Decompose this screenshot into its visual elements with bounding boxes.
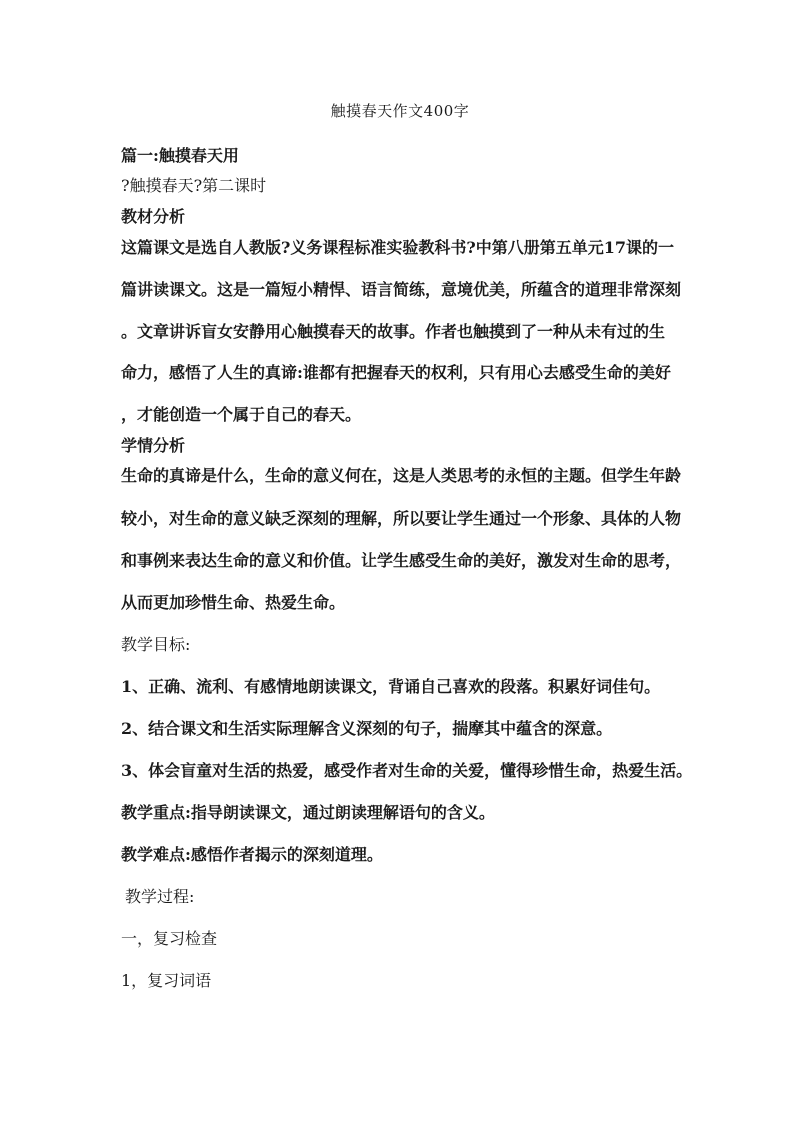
material-line: 篇讲读课文。这是一篇短小精悍、语言简练，意境优美，所蕴含的道理非常深刻 xyxy=(121,280,682,299)
learner-line: 从而更加珍惜生命、热爱生命。 xyxy=(121,593,346,612)
material-line: 这篇课文是选自人教版?义务课程标准实验教科书?中第八册第五单元17课的一 xyxy=(121,238,675,257)
step-one: 一，复习检查 xyxy=(121,929,218,948)
process-heading: 教学过程: xyxy=(125,887,195,906)
goals-heading: 教学目标: xyxy=(121,635,191,654)
goal-item: 1、正确、流利、有感情地朗读课文，背诵自己喜欢的段落。积累好词佳句。 xyxy=(121,677,661,696)
key-point: 教学重点:指导朗读课文，通过朗读理解语句的含义。 xyxy=(121,803,495,822)
goal-item: 3、体会盲童对生活的热爱，感受作者对生命的关爱，懂得珍惜生命，热爱生活。 xyxy=(121,761,693,780)
learner-line: 较小，对生命的意义缺乏深刻的理解，所以要让学生通过一个形象、具体的人物 xyxy=(121,509,682,528)
goal-item: 2、结合课文和生活实际理解含义深刻的句子，揣摩其中蕴含的深意。 xyxy=(121,719,613,738)
document-title: 触摸春天作文400字 xyxy=(330,102,470,120)
material-line: 命力，感悟了人生的真谛:谁都有把握春天的权利，只有用心去感受生命的美好 xyxy=(121,363,671,382)
learner-line: 生命的真谛是什么，生命的意义何在，这是人类思考的永恒的主题。但学生年龄 xyxy=(121,466,682,485)
step-one-sub: 1，复习词语 xyxy=(121,971,212,990)
learner-line: 和事例来表达生命的意义和价值。让学生感受生命的美好，激发对生命的思考， xyxy=(121,551,682,570)
section-heading: 篇一:触摸春天用 xyxy=(121,146,239,165)
learner-heading: 学情分析 xyxy=(121,436,186,455)
material-line: 。文章讲诉盲女安静用心触摸春天的故事。作者也触摸到了一种从未有过的生 xyxy=(121,322,666,341)
material-heading: 教材分析 xyxy=(121,207,186,226)
difficulty: 教学难点:感悟作者揭示的深刻道理。 xyxy=(121,845,383,864)
material-line: ，才能创造一个属于自己的春天。 xyxy=(121,405,362,424)
subheading: ?触摸春天?第二课时 xyxy=(121,176,267,195)
